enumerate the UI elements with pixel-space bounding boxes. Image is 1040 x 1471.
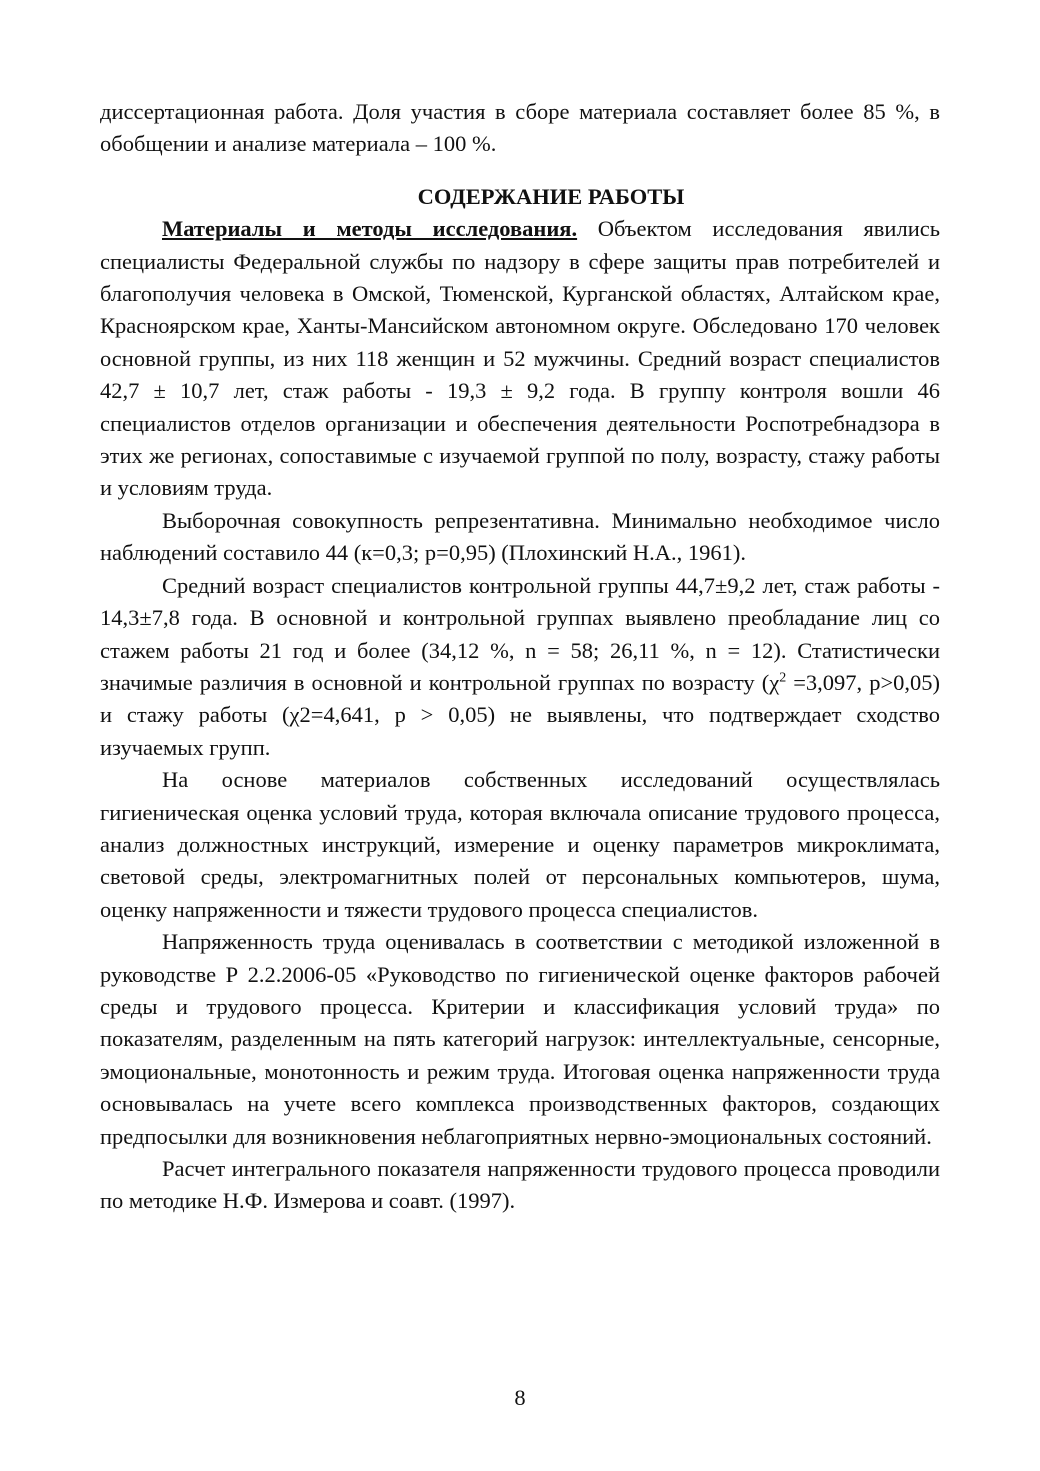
control-group-paragraph [100,570,940,764]
methods-text: Объектом исследования явились специалисты Федеральной службы по надзору в сфере защиты прав потребителей и благополучия человека в Омской, Тюменской, Курганской областях, Алтайском крае, Красноярском крае, Ханты-Мансийском автономном округе. Обследовано 170 человек основной группы, из них 118 женщин и 52 мужчины. Средний возраст специалистов 42,7 ± 10,7 лет, стаж работы - 19,3 ± 9,2 года. В группу контроля вошли 46 специалистов отделов организации и обеспечения деятельности Роспотребнадзора в этих же регионах, сопоставимые с изучаемой группой по полу, возрасту, стажу работы и условиям труда. [100,216,940,501]
methods-lead: Материалы и методы исследования. [162,216,578,242]
chi-superscript: 2 [779,670,787,686]
intro-paragraph: диссертационная работа. Доля участия в сборе материала составляет более 85 %, в обобщении и анализе материала – 100 %. [100,99,940,157]
section-heading: СОДЕРЖАНИЕ РАБОТЫ [417,183,685,209]
document-page [100,96,940,1218]
integral-paragraph: Расчет интегрального показателя напряженности трудового процесса проводили по методике Н.Ф. Измерова и соавт. (1997). [100,1156,940,1214]
intensity-paragraph: Напряженность труда оценивалась в соответствии с методикой изложенной в руководстве Р 2.2.2006-05 «Руководство по гигиенической оценке факторов рабочей среды и трудового процесса. Критерии и классификация условий труда» по показателям, разделенным на пять категорий нагрузок: интеллектуальные, сенсорные, эмоциональные, монотонность и режим труда. Итоговая оценка напряженности труда основывалась на учете всего комплекса производственных факторов, создающих предпосылки для возникновения неблагоприятных нервно-эмоциональных состояний. [100,929,940,1149]
control-group-text-end: =3,097, p>0,05) и стажу работы (χ2=4,641, p > 0,05) не выявлены, что подтверждает сходство изучаемых групп. [100,669,941,760]
assessment-paragraph: На основе материалов собственных исследований осуществлялась гигиеническая оценка условий труда, которая включала описание трудового процесса, анализ должностных инструкций, измерение и оценку параметров микроклимата, световой среды, электромагнитных полей от персональных компьютеров, шума, оценку напряженности и тяжести трудового процесса специалистов. [100,767,940,922]
methods-paragraph [100,213,940,505]
page-number: 8 [514,1385,526,1410]
sample-paragraph: Выборочная совокупность репрезентативна. Минимально необходимое число наблюдений составило 44 (к=0,3; р=0,95) (Плохинский Н.А., 1961). [100,507,940,566]
control-group-text-start: Средний возраст специалистов контрольной группы 44,7±9,2 лет, стаж работы - 14,3±7,8 года. В основной и контрольной группах выявлено преобладание лиц со стажем работы 21 год и более (34,12 %, n = 58; 26,11 %, n = 12). Статистически значимые различия в основной и контрольной группах по возрасту (χ [100,572,940,695]
